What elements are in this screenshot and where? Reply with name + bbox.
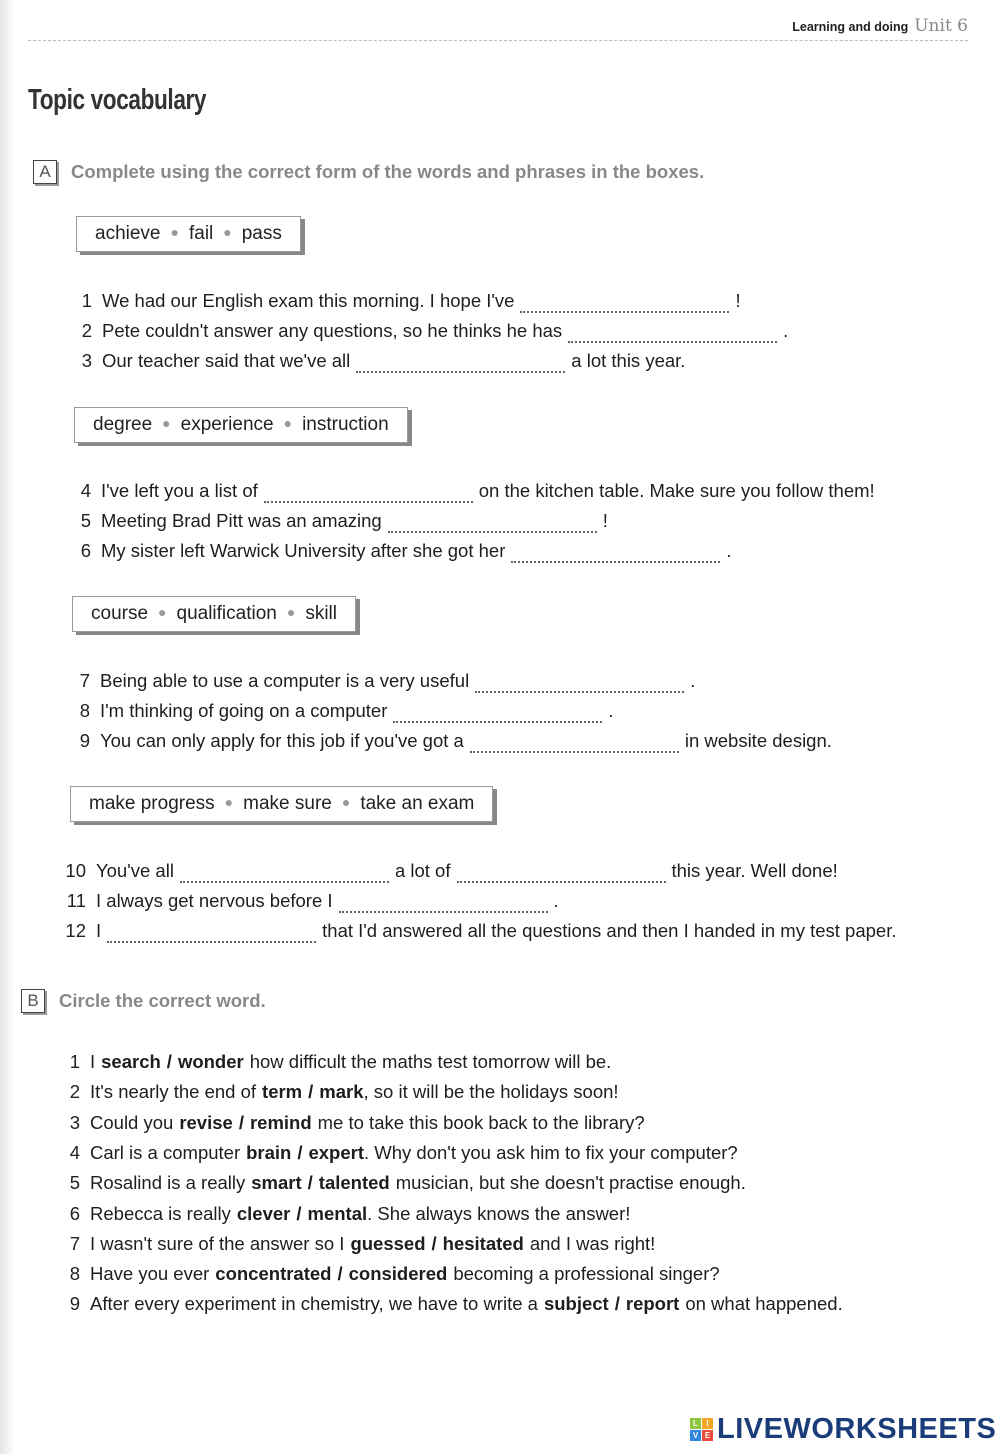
choice-option[interactable]: hesitated [442,1232,524,1254]
item-number: 11 [66,890,86,911]
slash-separator: / [308,1081,314,1103]
slash-separator: / [614,1293,620,1315]
slash-separator: / [166,1051,172,1072]
choice-option[interactable]: expert [308,1141,365,1163]
word-box [76,216,301,252]
exercise-a-item [62,860,838,883]
item-text: Rosalind is a really [90,1172,246,1194]
choice-option[interactable]: revise [179,1111,233,1133]
liveworksheets-logo [690,1413,996,1446]
item-text: Our teacher said that we've all [102,350,351,371]
item-text: I wasn't sure of the answer so I [90,1232,345,1254]
word-option: experience [180,414,274,435]
logo-tile: E [702,1430,713,1441]
word-option: achieve [95,223,161,244]
exercise-a-heading [33,160,704,184]
item-number: 12 [65,920,86,941]
choice-option[interactable]: mental [307,1202,368,1224]
item-number: 10 [65,860,86,881]
item-text: and I was right! [529,1232,656,1254]
choice-option[interactable]: smart [251,1172,302,1194]
item-number: 9 [79,730,90,751]
slash-separator: / [337,1263,343,1285]
slash-separator: / [296,1202,302,1224]
word-option: instruction [302,414,389,435]
exercise-a-item [68,350,685,373]
exercise-b-item [56,1293,843,1315]
exercise-a-item [68,290,741,313]
running-header [792,16,968,36]
exercise-a-item [62,890,559,913]
choice-option[interactable]: report [625,1293,680,1315]
answer-blank-input[interactable] [511,545,720,563]
exercise-a-item [66,700,614,723]
choice-option[interactable]: talented [318,1172,390,1194]
choice-option[interactable]: clever [236,1202,291,1224]
exercise-b-item [56,1233,655,1255]
answer-blank-input[interactable] [264,485,473,503]
choice-option[interactable]: mark [319,1081,364,1103]
word-option: degree [93,414,153,435]
item-text: I've left you a list of [101,480,258,501]
choice-option[interactable]: considered [348,1263,448,1285]
logo-tile: L [690,1418,701,1429]
bullet-separator: ● [341,794,351,810]
choice-option[interactable]: wonder [177,1051,244,1072]
answer-blank-input[interactable] [470,735,679,753]
word-option: skill [305,603,337,624]
choice-option[interactable]: brain [246,1141,292,1163]
item-number: 2 [81,320,92,341]
word-option: pass [241,223,282,244]
item-text: a lot this year. [571,350,686,371]
bullet-separator: ● [286,604,296,620]
item-text: We had our English exam this morning. I hope I've [102,290,515,311]
exercise-a-item [66,670,695,693]
page-title: Topic vocabulary [28,84,207,116]
item-text: Could you [90,1111,174,1133]
item-text: . [726,540,732,561]
answer-blank-input[interactable] [107,925,316,943]
item-text: ! [602,510,608,531]
item-text: I [96,920,102,941]
item-text: Meeting Brad Pitt was an amazing [101,510,382,531]
bullet-separator: ● [170,224,179,240]
exercise-a-item [66,730,832,753]
answer-blank-input[interactable] [457,865,666,883]
exercise-a-item [67,510,608,533]
item-text: . [783,320,789,341]
exercise-b-instruction: Circle the correct word. [59,990,266,1011]
item-text: , so it will be the holidays soon! [363,1081,619,1103]
header-divider [28,40,968,41]
exercise-b-item [56,1051,611,1073]
exercise-b-item [56,1142,738,1164]
exercise-a-item [67,540,732,563]
item-number: 5 [80,510,91,531]
item-number: 3 [81,350,92,371]
exercise-a-item [62,920,896,943]
answer-blank-input[interactable] [339,895,548,913]
item-text: . She always knows the answer! [367,1202,631,1224]
choice-option[interactable]: guessed [350,1232,426,1254]
answer-blank-input[interactable] [388,515,597,533]
exercise-a-instruction: Complete using the correct form of the words and phrases in the boxes. [71,161,705,182]
item-text: that I'd answered all the questions and then I handed in my test paper. [322,920,897,941]
answer-blank-input[interactable] [393,705,602,723]
item-number: 4 [80,480,91,501]
bullet-separator: ● [162,415,171,431]
item-number: 4 [69,1141,80,1163]
exercise-b-letter: B [21,989,45,1013]
item-text: . [553,890,559,911]
item-text: Being able to use a computer is a very useful [100,670,470,691]
item-text: I [90,1051,96,1072]
item-number: 7 [79,670,90,691]
item-text: this year. Well done! [671,860,838,881]
word-option: make sure [243,793,332,814]
slash-separator: / [307,1172,313,1194]
word-box [74,407,408,443]
item-text: After every experiment in chemistry, we have to write a [90,1293,538,1315]
item-text: ! [735,290,741,311]
word-option: make progress [89,793,215,814]
choice-option[interactable]: search [101,1051,161,1072]
item-text: You've all [96,860,174,881]
item-text: You can only apply for this job if you've got a [100,730,464,751]
exercise-b-heading [21,989,266,1013]
slash-separator: / [297,1141,303,1163]
answer-blank-input[interactable] [475,675,684,693]
item-text: . [608,700,614,721]
choice-option[interactable]: concentrated [215,1263,332,1285]
exercise-a-item [67,480,875,503]
item-number: 9 [69,1293,80,1315]
item-text: I'm thinking of going on a computer [100,700,388,721]
item-text: me to take this book back to the library? [317,1111,645,1133]
item-text: It's nearly the end of [90,1081,257,1103]
item-text: Have you ever [90,1263,210,1285]
logo-tile: I [702,1418,713,1429]
choice-option[interactable]: subject [543,1293,609,1315]
bullet-separator: ● [283,415,293,431]
item-number: 3 [69,1111,80,1133]
item-text: becoming a professional singer? [453,1263,720,1285]
item-number: 6 [69,1202,80,1224]
item-number: 8 [69,1263,80,1285]
word-option: fail [188,223,214,244]
item-text: Pete couldn't answer any questions, so he thinks he has [102,320,563,341]
answer-blank-input[interactable] [180,865,389,883]
choice-option[interactable]: remind [249,1111,312,1133]
exercise-b-item [56,1263,720,1285]
word-box [72,596,356,632]
logo-tiles-icon [690,1418,713,1441]
item-text: I always get nervous before I [96,890,333,911]
logo-text: LIVEWORKSHEETS [717,1413,997,1445]
item-text: . [690,670,696,691]
answer-blank-input[interactable] [356,355,565,373]
item-text: . Why don't you ask him to fix your computer? [364,1141,738,1163]
item-number: 7 [69,1232,80,1254]
section-title: Learning and doing [792,20,909,34]
word-box [70,786,493,822]
exercise-a-item [68,320,788,343]
item-number: 1 [69,1051,80,1072]
answer-blank-input[interactable] [520,295,729,313]
slash-separator: / [431,1232,437,1254]
exercise-a-letter: A [33,160,57,184]
exercise-b-item [56,1172,746,1194]
item-text: a lot of [394,860,451,881]
word-option: course [91,603,149,624]
item-text: My sister left Warwick University after she got her [101,540,506,561]
item-number: 1 [81,290,92,311]
item-text: Rebecca is really [90,1202,231,1224]
unit-label: Unit 6 [914,16,968,36]
word-option: take an exam [360,793,475,814]
item-text: Carl is a computer [90,1141,241,1163]
bullet-separator: ● [224,794,234,810]
exercise-b-item [56,1081,619,1103]
item-text: musician, but she doesn't practise enough. [395,1172,746,1194]
page-edge-shadow [0,0,14,1454]
exercise-b-item [56,1203,630,1225]
choice-option[interactable]: term [262,1081,303,1103]
item-text: on the kitchen table. Make sure you follow them! [478,480,875,501]
bullet-separator: ● [223,224,232,240]
item-number: 6 [80,540,91,561]
item-number: 5 [69,1172,80,1194]
logo-tile: V [690,1430,701,1441]
item-number: 2 [69,1081,80,1103]
answer-blank-input[interactable] [568,325,777,343]
item-number: 8 [79,700,90,721]
item-text: on what happened. [685,1293,843,1315]
exercise-b-item [56,1112,645,1134]
bullet-separator: ● [158,604,167,620]
word-option: qualification [176,603,277,624]
item-text: in website design. [684,730,832,751]
slash-separator: / [238,1111,244,1133]
item-text: how difficult the maths test tomorrow will be. [249,1051,612,1072]
